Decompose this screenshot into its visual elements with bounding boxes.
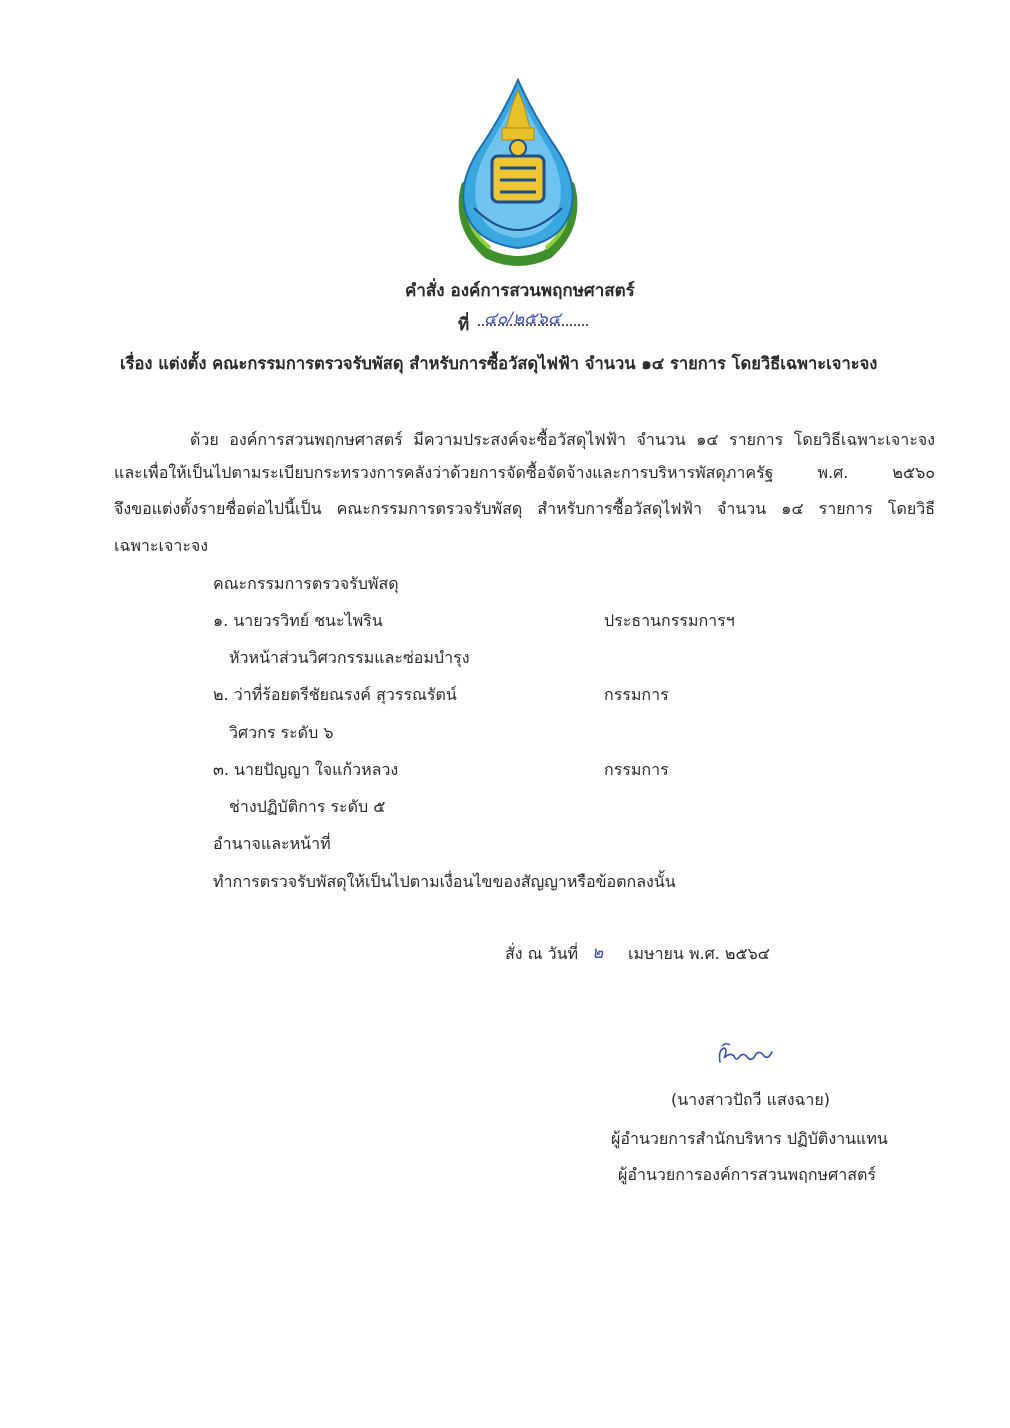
date-prefix: สั่ง ณ วันที่ <box>505 944 579 963</box>
order-subject: เรื่อง แต่งตั้ง คณะกรรมการตรวจรับพัสดุ สำหรับการซื้อวัสดุไฟฟ้า จำนวน ๑๔ รายการ โดยวิธีเฉพาะเจาะจง <box>120 354 878 373</box>
body-line-4: เฉพาะเจาะจง <box>114 536 209 555</box>
committee-heading: คณะกรรมการตรวจรับพัสดุ <box>213 574 399 593</box>
duty-heading: อำนาจและหน้าที่ <box>213 834 331 853</box>
member-3-name: ๓. นายปัญญา ใจแก้วหลวง <box>213 760 399 779</box>
duty-text: ทำการตรวจรับพัสดุให้เป็นไปตามเงื่อนไขของสัญญาหรือข้อตกลงนั้น <box>213 872 676 891</box>
order-number-handwritten: ๔๐/๒๕๖๔ <box>484 309 561 329</box>
organization-logo <box>448 76 588 268</box>
body-line-2: และเพื่อให้เป็นไปตามระเบียบกระทรวงการคลังว่าด้วยการจัดซื้อจัดจ้างและการบริหารพัสดุภาครัฐ พ.ศ. ๒๕๖๐ <box>114 463 935 482</box>
member-3-role: กรรมการ <box>604 760 669 779</box>
signer-title-2: ผู้อำนวยการองค์การสวนพฤกษศาสตร์ <box>618 1165 876 1184</box>
date-day-handwritten: ๒ <box>592 943 604 963</box>
member-1-name: ๑. นายวรวิทย์ ชนะไพริน <box>213 611 383 630</box>
signer-title-1: ผู้อำนวยการสำนักบริหาร ปฏิบัติงานแทน <box>611 1129 888 1148</box>
signer-name: (นางสาวปัถวี แสงฉาย) <box>671 1090 831 1109</box>
order-title: คำสั่ง องค์การสวนพฤกษศาสตร์ <box>405 281 635 301</box>
member-2-position: วิศวกร ระดับ ๖ <box>229 723 334 742</box>
body-line-3: จึงขอแต่งตั้งรายชื่อต่อไปนี้เป็น คณะกรรมการตรวจรับพัสดุ สำหรับการซื้อวัสดุไฟฟ้า จำนวน ๑๔ รายการ โดยวิธี <box>114 499 935 518</box>
member-1-role: ประธานกรรมการฯ <box>604 611 735 630</box>
order-number-label: ที่ <box>458 315 470 335</box>
body-line-1: ด้วย องค์การสวนพฤกษศาสตร์ มีความประสงค์จะซื้อวัสดุไฟฟ้า จำนวน ๑๔ รายการ โดยวิธีเฉพาะเจาะจง <box>190 430 935 449</box>
member-1-position: หัวหน้าส่วนวิศวกรรมและซ่อมบำรุง <box>229 648 470 667</box>
date-suffix: เมษายน พ.ศ. ๒๕๖๔ <box>628 944 770 963</box>
handwritten-signature <box>714 1042 776 1070</box>
member-2-name: ๒. ว่าที่ร้อยตรีชัยณรงค์ สุวรรณรัตน์ <box>213 685 457 704</box>
member-2-role: กรรมการ <box>604 685 669 704</box>
member-3-position: ช่างปฏิบัติการ ระดับ ๕ <box>229 797 386 816</box>
